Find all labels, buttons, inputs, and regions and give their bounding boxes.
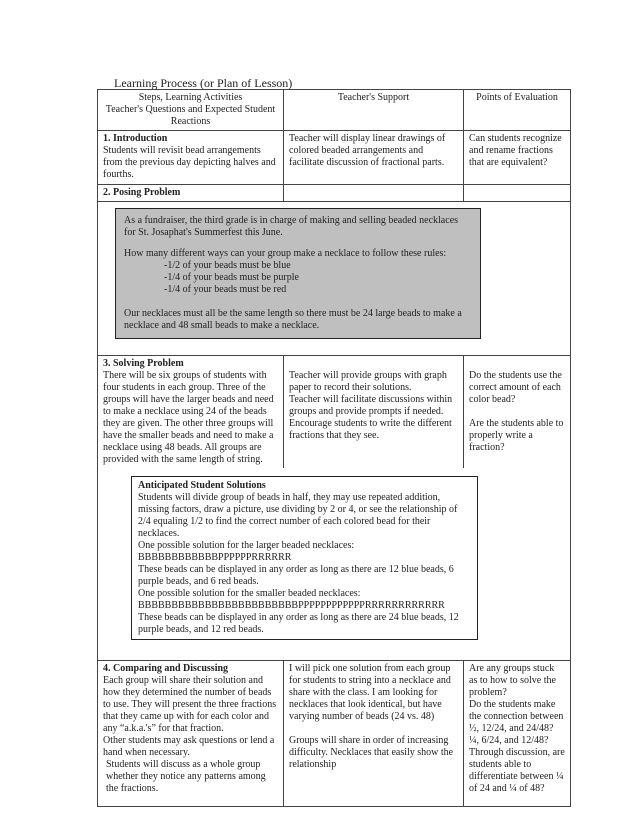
- comparing-activity-3: Students will discuss as a whole group whether they notice any patterns among the fractions.: [106, 758, 266, 794]
- comparing-activity-2: Other students may ask questions or lend a hand when necessary.: [103, 734, 275, 758]
- row-posing-problem: [98, 202, 571, 356]
- solving-eval-1: Do the students use the correct amount of each color bead?: [469, 369, 562, 405]
- header-steps-line1: Steps, Learning Activities: [138, 92, 243, 103]
- problem-question: How many different ways can your group make a necklace to follow these rules:: [124, 248, 447, 259]
- small-solution-beads: BBBBBBBBBBBBBBBBBBBBBBBBPPPPPPPPPPPPRRRRRRRRRRRR: [138, 599, 445, 611]
- intro-activity-cell: [98, 131, 284, 185]
- header-row: [98, 90, 571, 131]
- header-steps: [98, 90, 284, 131]
- comparing-support-1: I will pick one solution from each group for students to string into a necklace and share with the class. I am looking for necklaces that look identical, but have varying number of beads (24 vs. 48): [289, 662, 451, 722]
- rule-red: -1/4 of your beads must be red: [164, 284, 287, 295]
- comparing-eval-1: Are any groups stuck as to how to solve the problem?: [469, 662, 556, 698]
- problem-box: [115, 208, 481, 339]
- small-solution-label: One possible solution for the smaller beaded necklaces:: [138, 587, 361, 599]
- posing-heading: 2. Posing Problem: [98, 185, 284, 202]
- lesson-plan-table: [97, 89, 571, 807]
- row-introduction: [98, 131, 571, 185]
- intro-support: Teacher will display linear drawings of colored beaded arrangements and facilitate discussion of fractional parts.: [284, 131, 464, 185]
- intro-evaluation: Can students recognize and rename fractions that are equivalent?: [464, 131, 571, 185]
- problem-constraint: Our necklaces must all be the same length so there must be 24 large beads to make a necklace and 48 small beads to make a necklace.: [124, 308, 462, 331]
- row-solving: [98, 355, 571, 468]
- solving-support-2: Teacher will facilitate discussions within groups and provide prompts if needed.: [289, 393, 453, 417]
- anticipated-box: [131, 476, 478, 640]
- comparing-eval-3: Through discussion, are students able to differentiate between ¼ of 24 and ¼ of 48?: [469, 746, 565, 794]
- header-support: Teacher's Support: [284, 90, 464, 131]
- anticipated-heading: Anticipated Student Solutions: [138, 479, 266, 491]
- solving-heading: 3. Solving Problem: [103, 357, 184, 369]
- intro-activity: Students will revisit bead arrangements from the previous day depicting halves and fourths.: [103, 145, 276, 180]
- solving-support-3: Encourage students to write the different fractions that they see.: [289, 417, 452, 441]
- page-title: Learning Process (or Plan of Lesson): [114, 76, 293, 90]
- anticipated-strategies: Students will divide group of beads in half, they may use repeated addition, missing factors, draw a picture, use dividing by 2 or 4, or see the relationship of 2/4 equaling 1/2 to find the correct number of each colored bead for their necklaces.: [138, 491, 458, 539]
- row-anticipated: [98, 468, 571, 661]
- large-solution-beads: BBBBBBBBBBBBPPPPPPRRRRRR: [138, 551, 292, 563]
- problem-intro: As a fundraiser, the third grade is in charge of making and selling beaded necklaces for St. Josaphat's Summerfest this June.: [124, 215, 459, 238]
- intro-heading: 1. Introduction: [103, 133, 168, 144]
- solving-eval-2: Are the students able to properly write a fraction?: [469, 417, 564, 453]
- comparing-heading: 4. Comparing and Discussing: [103, 662, 229, 674]
- row-comparing: [98, 660, 571, 806]
- large-solution-label: One possible solution for the larger beaded necklaces:: [138, 539, 355, 551]
- large-solution-note: These beads can be displayed in any order as long as there are 12 blue beads, 6 purple beads, and 6 red beads.: [138, 563, 454, 587]
- row-posing-heading: [98, 185, 571, 202]
- rule-purple: -1/4 of your beads must be purple: [164, 272, 299, 283]
- comparing-activity-1: Each group will share their solution and how they determined the number of beads to use. They will present the three fractions that they came up with for each color and any “a.k.a.'s” for that fraction.: [103, 674, 277, 734]
- comparing-eval-2: Do the students make the connection between ½, 12/24, and 24/48? ¼, 6/24, and 12/48?: [469, 698, 564, 746]
- rule-blue: -1/2 of your beads must be blue: [164, 260, 291, 271]
- solving-support-1: Teacher will provide groups with graph paper to record their solutions.: [289, 369, 447, 393]
- comparing-support-2: Groups will share in order of increasing difficulty. Necklaces that easily show the relationship: [289, 734, 454, 770]
- small-solution-note: These beads can be displayed in any order as long as there are 24 blue beads, 12 purple beads, and 12 red beads.: [138, 611, 459, 635]
- header-evaluation: Points of Evaluation: [464, 90, 571, 131]
- solving-activity: There will be six groups of students with four students in each group. Three of the groups will have the larger beads and need to make a necklace using 24 of the beads they are given. The other three groups will have the smaller beads and need to make a necklace using 48 beads. All groups are provided with the same length of string.: [103, 369, 274, 465]
- header-steps-line2: Teacher's Questions and Expected Student Reactions: [105, 104, 276, 127]
